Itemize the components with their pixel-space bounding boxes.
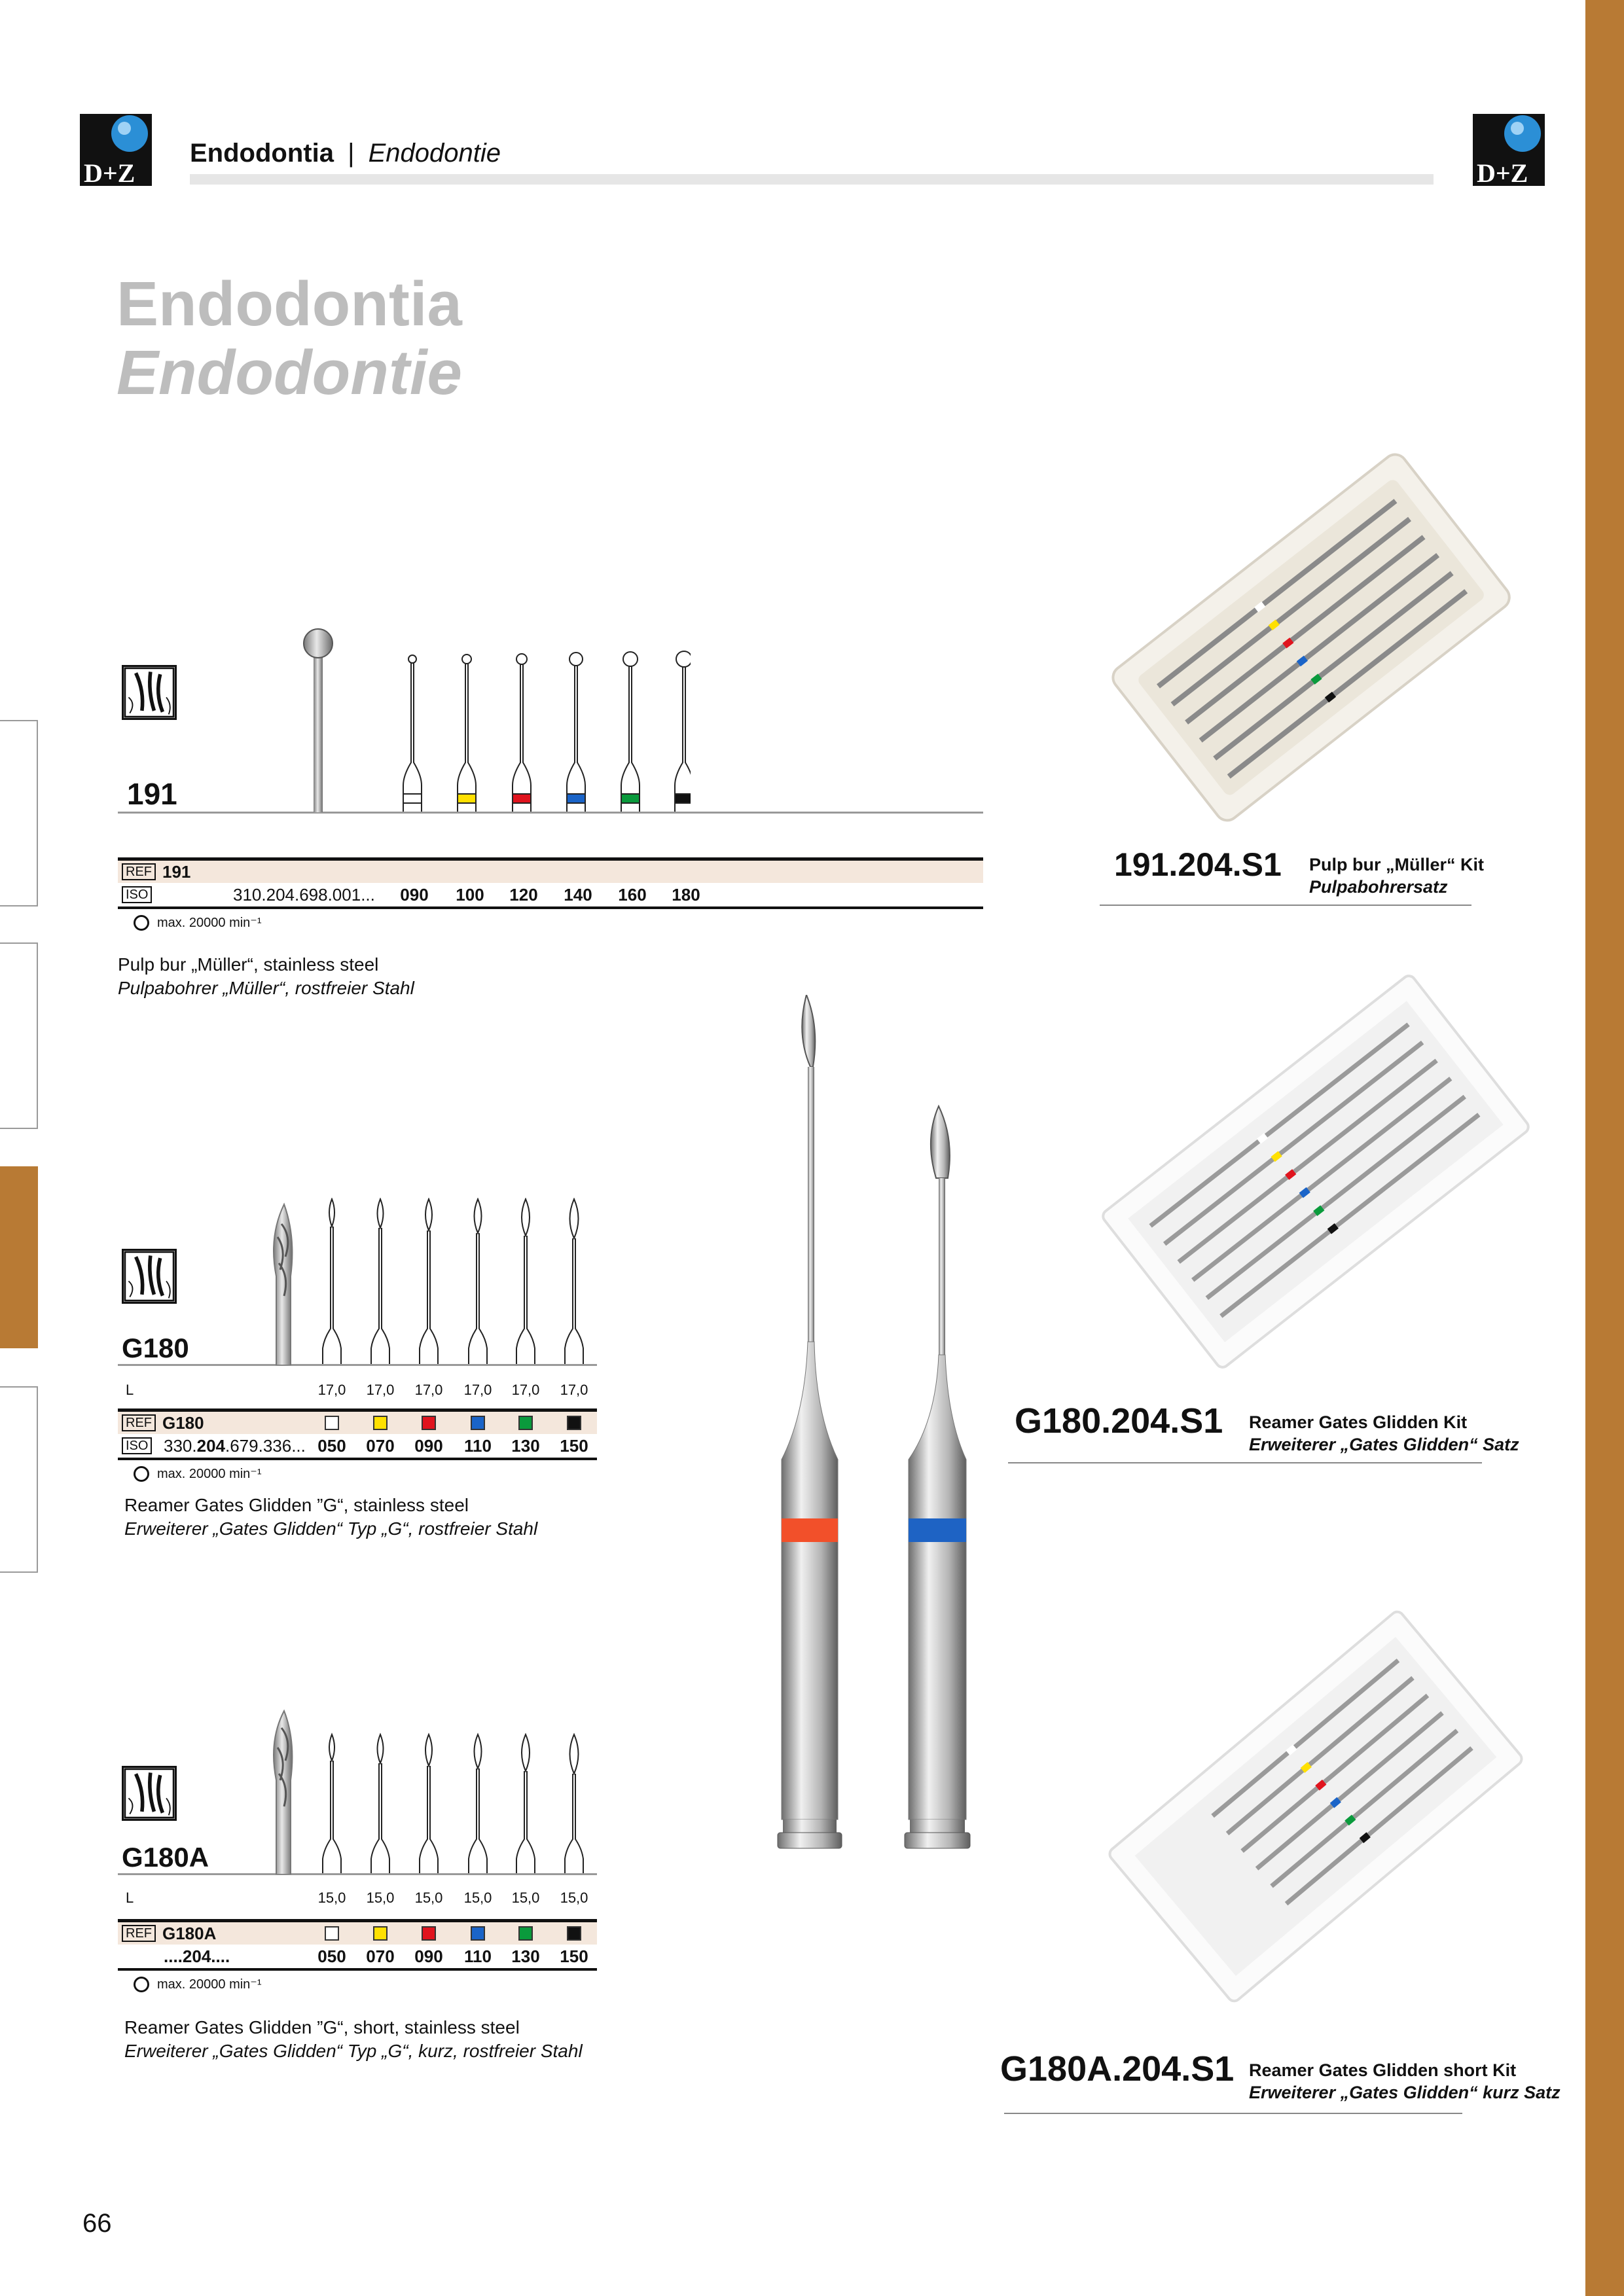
size-cell: 100 [456, 884, 484, 905]
length-cell: 17,0 [414, 1382, 443, 1398]
speed-value: max. 20000 min⁻¹ [157, 1467, 262, 1481]
spec-table-191 [118, 857, 983, 931]
iso-value: ....204.... [164, 1946, 230, 1966]
size-cell: 070 [366, 1435, 395, 1456]
product-code-g180a: G180A [122, 1842, 209, 1873]
ref-row [118, 1408, 597, 1434]
ref-value: 191 [162, 861, 191, 882]
length-cell: 15,0 [463, 1890, 492, 1906]
kit-photo-g180a [1080, 1571, 1551, 2042]
kit-photo-g180 [1080, 956, 1551, 1388]
color-ring-swatch [325, 1416, 339, 1430]
product-code-191: 191 [127, 777, 177, 811]
kit-rule [1008, 1462, 1482, 1463]
length-cell: 15,0 [560, 1890, 588, 1906]
iso-label: ISO [122, 1437, 152, 1454]
length-cell: 15,0 [414, 1890, 443, 1906]
length-cell: 17,0 [463, 1382, 492, 1398]
iso-value: 310.204.698.001... [233, 884, 375, 905]
length-label: L [126, 1382, 134, 1398]
description-en: Pulp bur „Müller“, stainless steel [118, 954, 379, 975]
length-cell: 15,0 [366, 1890, 395, 1906]
spec-table-g180 [118, 1377, 597, 1482]
kit-code-191: 191.204.S1 [1114, 846, 1282, 883]
length-cell: 17,0 [317, 1382, 346, 1398]
iso-shape-icon [122, 665, 177, 720]
kit-name-en: Pulp bur „Müller“ Kit [1309, 855, 1484, 874]
product-description-191 [118, 953, 414, 1000]
description-en: Reamer Gates Glidden ”G“, stainless steel [124, 1495, 469, 1515]
color-ring-swatch [518, 1926, 533, 1941]
kit-rule [1100, 905, 1471, 906]
length-cell: 17,0 [511, 1382, 540, 1398]
rotation-icon [134, 1977, 149, 1992]
size-cell: 070 [366, 1946, 395, 1966]
description-de: Erweiterer „Gates Glidden“ Typ „G“, rostfreier Stahl [124, 1518, 538, 1539]
page-number: 66 [82, 2209, 112, 2238]
instrument-drawings-g180 [262, 1198, 596, 1365]
product-description-g180a [124, 2016, 583, 2063]
length-cell: 15,0 [317, 1890, 346, 1906]
iso-label: ISO [122, 886, 152, 903]
color-ring-swatch [471, 1926, 485, 1941]
kit-name-191 [1309, 853, 1484, 898]
color-ring-swatch [518, 1416, 533, 1430]
color-ring-swatch [567, 1926, 581, 1941]
ref-row [118, 857, 983, 883]
kit-name-de: Pulpabohrersatz [1309, 877, 1448, 897]
color-ring-swatch [567, 1416, 581, 1430]
side-tab-4[interactable] [0, 1386, 38, 1573]
size-cell: 110 [464, 1435, 492, 1456]
ref-value: G180A [162, 1923, 217, 1943]
product-description-g180 [124, 1494, 537, 1541]
iso-row [118, 883, 983, 909]
size-cell: 090 [400, 884, 429, 905]
product-code-g180: G180 [122, 1333, 189, 1363]
kit-rule [1004, 2113, 1462, 2114]
header-title-main: Endodontia [190, 139, 334, 168]
length-row [118, 1885, 597, 1911]
kit-name-de: Erweiterer „Gates Glidden“ kurz Satz [1249, 2083, 1561, 2102]
svg-text:D+Z: D+Z [1477, 158, 1528, 186]
header-title [190, 139, 501, 168]
color-ring-swatch [422, 1926, 436, 1941]
description-de: Pulpabohrer „Müller“, rostfreier Stahl [118, 978, 414, 998]
rotation-icon [134, 915, 149, 931]
size-cell: 150 [560, 1946, 588, 1966]
dz-logo-left [80, 114, 152, 186]
size-cell: 140 [564, 884, 592, 905]
size-cell: 160 [618, 884, 647, 905]
description-en: Reamer Gates Glidden ”G“, short, stainless steel [124, 2017, 520, 2037]
speed-row [134, 914, 983, 931]
kit-name-g180a [1249, 2059, 1561, 2104]
size-cell: 150 [560, 1435, 588, 1456]
size-cell: 130 [511, 1946, 540, 1966]
color-ring-swatch [422, 1416, 436, 1430]
side-tab-1[interactable] [0, 720, 38, 906]
ref-row [118, 1919, 597, 1945]
kit-code-g180: G180.204.S1 [1015, 1401, 1223, 1441]
header-separator: | [348, 139, 355, 168]
kit-code-g180a: G180A.204.S1 [1000, 2049, 1235, 2089]
instrument-drawings-191 [298, 625, 691, 815]
color-ring-swatch [325, 1926, 339, 1941]
rotation-icon [134, 1466, 149, 1482]
color-ring-swatch [471, 1416, 485, 1430]
speed-row [134, 1976, 597, 1992]
kit-photo-191 [1067, 432, 1551, 838]
ref-value: G180 [162, 1412, 204, 1433]
instrument-drawings-g180a [262, 1708, 596, 1874]
speed-value: max. 20000 min⁻¹ [157, 1977, 262, 1992]
kit-name-en: Reamer Gates Glidden short Kit [1249, 2060, 1517, 2080]
header-rule [190, 174, 1434, 185]
right-accent-bar [1585, 0, 1624, 2296]
kit-name-g180 [1249, 1411, 1519, 1456]
length-cell: 17,0 [560, 1382, 588, 1398]
color-ring-swatch [373, 1926, 388, 1941]
ref-label: REF [122, 1414, 156, 1431]
length-label: L [126, 1890, 134, 1906]
size-cell: 180 [672, 884, 700, 905]
speed-value: max. 20000 min⁻¹ [157, 916, 262, 930]
spec-table-g180a [118, 1885, 597, 1992]
description-de: Erweiterer „Gates Glidden“ Typ „G“, kurz, rostfreier Stahl [124, 2041, 583, 2061]
speed-row [134, 1465, 597, 1482]
length-cell: 17,0 [366, 1382, 395, 1398]
header-title-sub: Endodontie [368, 139, 501, 168]
reamer-closeup-photo [772, 995, 982, 1852]
ref-label: REF [122, 1925, 156, 1942]
iso-row [118, 1434, 597, 1460]
dz-logo-right [1473, 114, 1545, 186]
size-cell: 050 [317, 1435, 346, 1456]
size-cell: 090 [414, 1435, 443, 1456]
length-cell: 15,0 [511, 1890, 540, 1906]
kit-name-en: Reamer Gates Glidden Kit [1249, 1412, 1468, 1432]
color-ring-swatch [373, 1416, 388, 1430]
size-cell: 050 [317, 1946, 346, 1966]
side-tab-active[interactable] [0, 1166, 38, 1348]
ref-label: REF [122, 863, 156, 880]
iso-row [118, 1945, 597, 1971]
iso-shape-icon [122, 1249, 177, 1304]
side-tab-2[interactable] [0, 942, 38, 1129]
kit-name-de: Erweiterer „Gates Glidden“ Satz [1249, 1435, 1519, 1454]
length-row [118, 1377, 597, 1403]
svg-text:D+Z: D+Z [84, 158, 135, 186]
page-title: Endodontia [117, 269, 462, 339]
size-cell: 130 [511, 1435, 540, 1456]
size-cell: 110 [464, 1946, 492, 1966]
size-cell: 090 [414, 1946, 443, 1966]
iso-value: 330.204.679.336... [164, 1435, 306, 1456]
size-cell: 120 [509, 884, 538, 905]
iso-shape-icon [122, 1766, 177, 1821]
page-subtitle: Endodontie [117, 338, 462, 408]
